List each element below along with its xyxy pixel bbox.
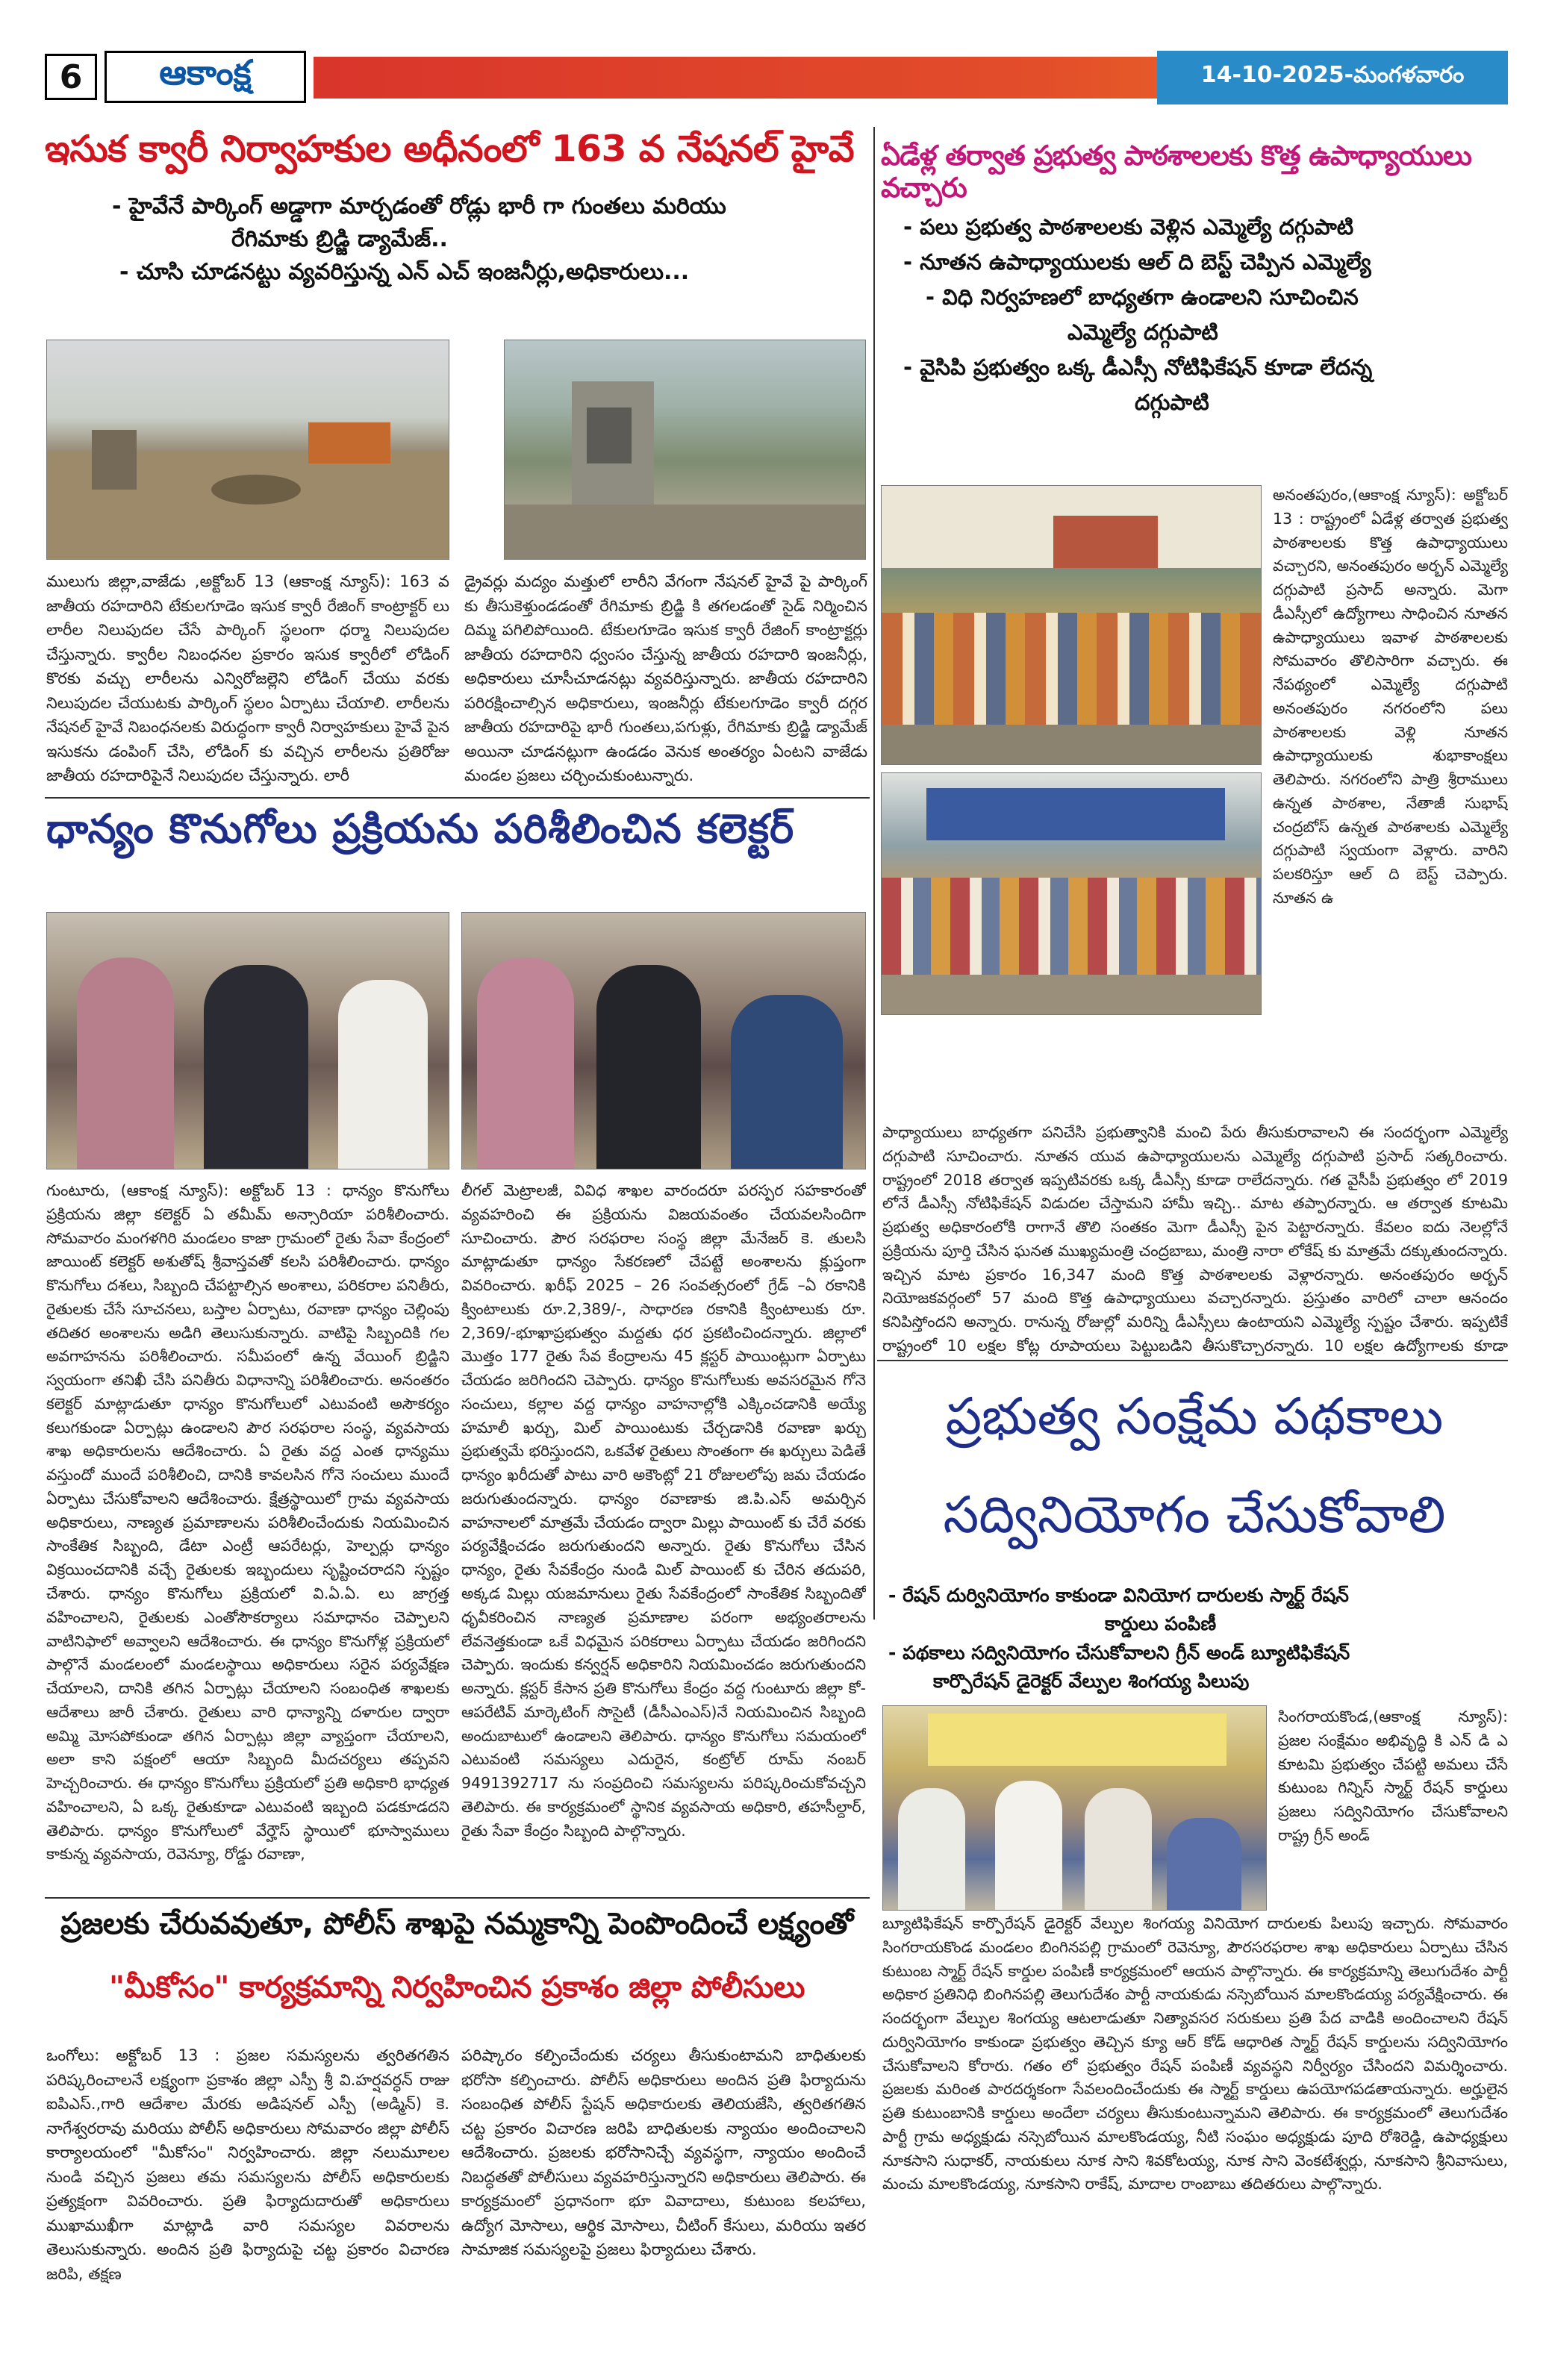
sand-headline: ఇసుక క్వారీ నిర్వాహకుల అధీనంలో 163 వ నేషనల్ హైవే <box>45 128 855 170</box>
teachers-body-full: పాధ్యాయులు బాధ్యతగా పనిచేసి ప్రభుత్వానికి మంచి పేరు తీసుకురావాలని ఈ సందర్భంగా ఎమ్మెల్యే దగ్గుపాటి సూచించారు. నూతన యువ ఉపాధ్యాయులను ఎమ్మెల్యే దగ్గుపాటి ప్రసాద్ సత్కరించారు. రాష్ట్రంలో 2018 తర్వాత ఇప్పటివరకు ఒక్క డీఎస్సీ కూడా రాలేదన్నారు. గత వైసీపీ ప్రభుత్వం లో 2019 లోనే డీఎస్సీ నోటిఫికేషన్ విడుదల చేస్తామని హామీ ఇచ్చి.. మాట తప్పారన్నారు. ఆ తర్వాత కూటమి ప్రభుత్వ అధికారంలోకి రాగానే తొలి సంతకం మెగా డీఎస్సీ పైన పెట్టారన్నారు. కేవలం ఐదు నెలల్లోనే ప్రక్రియను పూర్తి చేసిన ఘనత ముఖ్యమంత్రి చంద్రబాబు, మంత్రి నారా లోకేష్ కు మాత్రమే దక్కుతుందన్నారు. ఇచ్చిన మాట ప్రకారం 16,347 మంది కొత్త పాఠశాలలకు వెళ్లారన్నారు. అనంతపురం అర్బన్ నియోజకవర్గంలో 57 మంది కొత్త ఉపాధ్యాయులు వచ్చారన్నారు. ప్రస్తుతం వారిలో చాలా ఆనందం కనిపిస్తోందని అన్నారు. రానున్న రోజుల్లో మరిన్ని డీఎస్సీలు ఉంటాయని ఎమ్మెల్యే స్పష్టం చేశారు. ఇప్పటికే రాష్ట్రంలో 10 లక్షల కోట్ల రూపాయలు పెట్టుబడిని తీసుకొచ్చారన్నారు. 10 లక్షల ఉద్యోగాలకు కూడా <box>882 1123 1508 1355</box>
masthead <box>45 51 1508 103</box>
photo-school-group-2 <box>881 772 1262 1015</box>
welfare-subhead-1: - రేషన్ దుర్వినియోగం కాకుండా వినియోగ దారులకు స్మార్ట్ రేషన్ <box>888 1584 1349 1606</box>
photo-collector-inspection-1 <box>46 912 449 1169</box>
teachers-subhead-5: - వైసిపి ప్రభుత్వం ఒక్క డీఎస్సీ నోటిఫికేషన్ కూడా లేదన్న <box>903 354 1373 380</box>
police-body-right: పరిష్కారం కల్పించేందుకు చర్యలు తీసుకుంటామని బాధితులకు భరోసా కల్పించారు. పోలీస్ అధికారులు అందిన ప్రతి ఫిర్యాదును సంబంధిత పోలీస్ స్టేషన్ అధికారులకు తెలియజేసి, త్వరితగతిన చట్ట ప్రకారం విచారణ జరిపి బాధితులకు న్యాయం అందించాలని ఆదేశించారు. ప్రజలకు భరోసానిచ్చే వ్యవస్థగా, న్యాయం అందించే నిబద్ధతతో పోలీసులు వ్యవహరిస్తున్నారని అధికారులు తెలిపారు. ఈ కార్యక్రమంలో ప్రధానంగా భూ వివాదాలు, కుటుంబ కలహాలు, ఉద్యోగ మోసాలు, ఆర్థిక మోసాలు, చీటింగ్ కేసులు, మరియు ఇతర సామాజిక సమస్యలపై ప్రజలు ఫిర్యాదులు చేశారు. <box>461 2046 866 2259</box>
section-divider <box>877 1360 1508 1361</box>
teachers-headline: ఏడేళ్ల తర్వాత ప్రభుత్వ పాఠశాలలకు కొత్త ఉపాధ్యాయులు వచ్చారు <box>881 140 1471 204</box>
teachers-subheads <box>888 210 1508 421</box>
issue-date: 14-10-2025-మంగళవారం <box>1200 62 1465 88</box>
grain-body-left: గుంటూరు, (ఆకాంక్ష న్యూస్): అక్టోబర్ 13 : ధాన్యం కొనుగోలు ప్రక్రియను జిల్లా కలెక్టర్ ఏ తమీమ్ అన్సారియా పరిశీలించారు. సోమవారం మంగళగిరి మండలం కాజా గ్రామంలో రైతు సేవా కేంద్రంలో జాయింట్ కలెక్టర్ అశుతోష్ శ్రీవాస్తవతో కలసి పరిశీలించారు. ధాన్యం కొనుగోలు దశలు, సిబ్బంది చేపట్టాల్సిన అంశాలు, పరికరాల పనితీరు, రైతులకు చేసే సూచనలు, బస్తాల ఏర్పాటు, రవాణా ధాన్యం చెల్లింపు తదితర అంశాలను అడిగి తెలుసుకున్నారు. వాటిపై సిబ్బందికి గల అవగాహనను పరిశీలించారు. సమీపంలో ఉన్న వేయింగ్ బ్రిడ్జిని స్వయంగా తనిఖీ చేసి పనితీరు విధానాన్ని పరిశీలించారు. అనంతరం కలెక్టర్ మాట్లాడుతూ ధాన్యం కొనుగోలులో ఎటువంటి అసౌకర్యం కలుగకుండా ఏర్పాట్లు ఉండాలని పౌర సరఫరాల సంస్థ, వ్యవసాయ శాఖ అధికారులను ఆదేశించారు. ఏ రైతు వద్ద ఎంత ధాన్యము వస్తుందో ముందే పరిశీలించి, దానికి కావలసిన గోనె సంచులు ముందే ఏర్పాటు చేసుకోవాలని ఆదేశించారు. క్షేత్రస్థాయిలో గ్రామ వ్యవసాయ అధికారులు, నాణ్యత ప్రమాణాలను పరిశీలించేందుకు నియమించిన సాంకేతిక సిబ్బంది, డేటా ఎంట్రీ ఆపరేటర్లు, హెల్పర్లు ధాన్యం విక్రయించదానికి వచ్చే రైతులకు ఇబ్బందులు సృష్టించరాదని స్పష్టం చేశారు. ధాన్యం కొనుగోలు ప్రక్రియలో వి.ఏ.ఏ. లు జాగ్రత్త వహించాలని, రైతులకు ఎంతోసౌకర్యాలు సమాధానం చెప్పాలని వాటినిఫాలో అవ్వాలని ఆదేశించారు. ఈ ధాన్యం కొనుగోళ్ల ప్రక్రియలో పాల్గొనే మండలంలో మండలస్థాయి అధికారులు సరైన పర్యవేక్షణ చేయాలని, దానికి తగిన ఏర్పాట్లు చేయాలని సంబంధిత శాఖలకు ఆదేశాలు జారీ చేశారు. రైతులు వారి ధాన్యాన్ని దళారుల ద్వారా అమ్మి మోసపోకుండా తగిన ఏర్పాట్లు జిల్లా వ్యాప్తంగా చేయాలని, అలా కాని పక్షంలో ఆయా సిబ్బంది మీదచర్యలు తప్పవని హెచ్చరించారు. ఈ ధాన్యం కొనుగోలు ప్రక్రియలో ప్రతి అధికారి భాధ్యత వహించాలని, ఏ ఒక్క రైతుకూడా ఎటువంటి ఇబ్బంది పడకూడదని తెలిపారు. ధాన్యం కొనుగోలులో వేర్హౌస్ స్థాయిలో భూస్వాములు కాకున్న వ్యవసాయ, రెవెన్యూ, రోడ్డు రవాణా, <box>46 1181 449 1864</box>
newspaper-logo <box>105 51 306 103</box>
date-box <box>1157 51 1508 104</box>
sand-subhead-1: - హైవేనే పార్కింగ్ అడ్డాగా మార్చడంతో రోడ్లు భారీ గా గుంతలు మరియు <box>112 193 726 219</box>
welfare-subheads <box>888 1582 1508 1696</box>
section-divider <box>45 1897 870 1899</box>
grain-headline: ధాన్యం కొనుగోలు ప్రక్రియను పరిశీలించిన కలెక్టర్ <box>46 805 795 852</box>
teachers-body-side: అనంతపురం,(ఆకాంక్ష న్యూస్): అక్టోబర్ 13 : రాష్ట్రంలో ఏడేళ్ల తర్వాత ప్రభుత్వ పాఠశాలలకు కొత్త ఉపాధ్యాయులు వచ్చారని, అనంతపురం అర్బన్ ఎమ్మెల్యే దగ్గుపాటి ప్రసాద్ అన్నారు. మెగా డీఎస్సీలో ఉద్యోగాలు సాధించిన నూతన ఉపాధ్యాయులు ఇవాళ పాఠశాలలకు సోమవారం తొలిసారిగా వచ్చారు. ఈ నేపథ్యంలో ఎమ్మెల్యే దగ్గుపాటి అనంతపురం నగరంలోని పలు పాఠశాలలకు వెళ్లి నూతన ఉపాధ్యాయులకు శుభాకాంక్షలు తెలిపారు. నగరంలోని పాత్రి శ్రీరాములు ఉన్నత పాఠశాల, నేతాజీ సుభాష్ చంద్రబోస్ ఉన్నత పాఠశాలకు ఎమ్మెల్యే దగ్గుపాటి స్వయంగా వెళ్లారు. వారిని పలకరిస్తూ ఆల్ ది బెస్ట్ చెప్పారు. నూతన ఉ <box>1273 486 1508 908</box>
logo-text: ఆకాంక్ష <box>159 52 252 93</box>
sand-body-right: డ్రైవర్లు మద్యం మత్తులో లారీని వేగంగా నేషనల్ హైవే పై పార్కింగ్ కు తీసుకెళ్తుండడంతో రేగిమాకు బ్రిడ్జి కి తగలడంతో సైడ్ నిర్మించిన దిమ్మ పగిలిపోయింది. టేకులగూడెం ఇసుక క్వారీ రేజింగ్ కాంట్రాక్టర్లు జాతీయ రహదారిని ధ్వంసం చేస్తున్న జాతీయ రహదారి ఇంజనీర్లు, అధికారులు చూసీచూడనట్లు వ్యవరిస్తున్నారు. జాతీయ రహదారిని పరిరక్షించాల్సిన అధికారులు, ఇంజనీర్లు టేకులగూడెం క్వారీ దగ్గర జాతీయ రహదారిపై భారీ గుంతలు,పగుళ్లు, రేగిమాకు బ్రిడ్జి డ్యామేజ్ అయినా చూడనట్లుగా ఉండడం వెనుక అంతర్యం ఏంటని వాజేడు మండల ప్రజలు చర్చించుకుంటున్నారు. <box>464 572 867 785</box>
police-body-left: ఒంగోలు: అక్టోబర్ 13 : ప్రజల సమస్యలను త్వరితగతిన పరిష్కరించాలనే లక్ష్యంగా ప్రకాశం జిల్లా ఎస్పీ శ్రీ వి.హర్షవర్ధన్ రాజు ఐపిఎస్.,గారి ఆదేశాల మేరకు అడిషనల్ ఎస్పీ (అడ్మిన్) కె. నాగేశ్వరరావు మరియు పోలీస్ అధికారులు సోమవారం జిల్లా పోలీస్ కార్యాలయంలో "మీకోసం" నిర్వహించారు. జిల్లా నలుమూలల నుండి వచ్చిన ప్రజలు తమ సమస్యలను పోలీస్ అధికారులకు ప్రత్యక్షంగా వివరించారు. ప్రతి ఫిర్యాదుదారుతో అధికారులు ముఖాముఖీగా మాట్లాడి వారి సమస్యల వివరాలను తెలుసుకున్నారు. అందిన ప్రతి ఫిర్యాదుపై చట్ట ప్రకారం విచారణ జరిపి, తక్షణ <box>46 2046 449 2283</box>
sand-subhead-3: - చూసి చూడనట్టు వ్యవరిస్తున్న ఎన్ ఎచ్ ఇంజనీర్లు,అధికారులు... <box>119 259 690 285</box>
welfare-headline-1: ప్రభుత్వ సంక్షేమ పథకాలు <box>945 1387 1444 1446</box>
sand-subheads <box>112 191 858 290</box>
welfare-subhead-3: - పథకాలు సద్వినియోగం చేసుకోవాలని గ్రీన్ అండ్ బ్యూటిఫికేషన్ <box>888 1641 1350 1664</box>
sand-body-left: ములుగు జిల్లా,వాజేడు ,అక్టోబర్ 13 (ఆకాంక్ష న్యూస్): 163 వ జాతీయ రహదారిని టేకులగూడెం ఇసుక క్వారీ రేజింగ్ కాంట్రాక్టర్ లు లారీల నిలుపుదల చేసే పార్కింగ్ స్థలంగా ధర్మా నిలుపుదల చేస్తున్నారు. క్వారీల నిబంధనల ప్రకారం ఇసుక క్వారీలో లోడింగ్ కొరకు వచ్చు లారీలను ఎన్విరోజల్లెని లోడింగ్ చేయు వరకు నిలుపుదల చేయుటకు పార్కింగ్ స్థలం ఏర్పాటు చేయాలి. లారీలను నేషనల్ హైవే నిబంధనలకు విరుద్ధంగా క్వారీ నిర్వాహకులు హైవే పైన ఇసుకను డంపింగ్ చేసి, లోడింగ్ కు వచ్చిన లారీలను ప్రతిరోజు జాతీయ రహదారిపైనే నిలుపుదల చేస్తున్నారు. లారీ <box>46 572 449 785</box>
welfare-body-full: బ్యూటిఫికేషన్ కార్పొరేషన్ డైరెక్టర్ వేల్పుల శింగయ్య వినియోగ దారులకు పిలుపు ఇచ్చారు. సోమవారం సింగరాయకొండ మండలం బింగినపల్లి గ్రామంలో రెవెన్యూ, పౌరసరఫరాల శాఖ అధికారులు ఏర్పాటు చేసిన కుటుంబ స్మార్ట్ రేషన్ కార్డుల పంపిణీ కార్యక్రమంలో ఆయన పాల్గొన్నారు. ఈ కార్యక్రమాన్ని తెలుగుదేశం పార్టీ అధికార ప్రతినిధి బింగినపల్లి తెలుగుదేశం పార్టీ నాయకుడు నస్సెబోయిన మాలకొండయ్య పర్యవేక్షించారు. ఈ సందర్భంగా వేల్పుల శింగయ్య ఆటలాడుతూ నిత్యావసర సరుకులు ప్రతి పేద వాడికి అందించాలని రేషన్ దుర్వినియోగం కాకుండా ప్రభుత్వం తెచ్చిన క్యూ ఆర్ కోడ్ ఆధారిత స్మార్ట్ రేషన్ కార్డులను సద్వినియోగం చేసుకోవాలని కోరారు. గతం లో ప్రభుత్వం రేషన్ పంపిణీ వ్యవస్థని నిర్వీర్యం చేసిందని విమర్శించారు. ప్రజలకు మరింత పారదర్శకంగా సేవలందించేందుకు ఈ స్మార్ట్ కార్డులు ఉపయోగపడతాయన్నారు. అర్హులైన ప్రతి కుటుంబానికి కార్డులు అందేలా చర్యలు తీసుకుంటున్నామని తెలిపారు. ఈ కార్యక్రమంలో తెలుగుదేశం పార్టీ గ్రామ అధ్యక్షుడు నస్సెబోయిన మాలకొండయ్య, నీటి సంఘం అధ్యక్షుడు పూది రోశిరెడ్డి, ఉపాధ్యక్షులు నూకసాని సుధాకర్, నాయకులు నూక సాని శివకోటయ్య, నూక సాని వెంకటేశ్వర్లు, నూకసాని శ్రీనివాసులు, మంచు మాలకొండయ్య, నూకసాని రాకేష్, మాదాల రాంబాబు తదితరులు పాల్గొన్నారు. <box>882 1914 1508 2193</box>
photo-broken-bridge-pillar <box>504 340 866 560</box>
section-divider <box>45 797 870 799</box>
photo-school-group-1 <box>881 485 1262 765</box>
welfare-headline-2: సద్వినియోగం చేసుకోవాలి <box>943 1486 1446 1545</box>
teachers-subhead-2: - నూతన ఉపాధ్యాయులకు ఆల్ ది బెస్ట్ చెప్పిన ఎమ్మెల్యే <box>903 249 1371 275</box>
sand-subhead-2: రేగిమాకు బ్రిడ్జి డ్యామేజ్.. <box>231 226 448 252</box>
photo-ration-card-distribution <box>882 1705 1267 1911</box>
welfare-subhead-4: కార్పొరేషన్ డైరెక్టర్ వేల్పుల శింగయ్య పిలుపు <box>933 1670 1250 1692</box>
teachers-subhead-6: దగ్గుపాటి <box>1135 389 1209 415</box>
page-number: 6 <box>45 54 97 100</box>
police-headline-2: "మీకోసం" కార్యక్రమాన్ని నిర్వహించిన ప్రకాశం జిల్లా పోలీసులు <box>109 1970 805 2005</box>
teachers-subhead-4: ఎమ్మెల్యే దగ్గుపాటి <box>1067 319 1218 345</box>
teachers-subhead-3: - విధి నిర్వహణలో బాధ్యతగా ఉండాలని సూచించిన <box>926 284 1359 310</box>
welfare-body-side: సింగరాయకొండ,(ఆకాంక్ష న్యూస్): ప్రజల సంక్షేమం అభివృద్ధి కి ఎన్ డి ఎ కూటమి ప్రభుత్వం చేపట్టి అమలు చేసే కుటుంబ గిన్నిస్ స్మార్ట్ రేషన్ కార్డులు ప్రజలు సద్వినియోగం చేసుకోవాలని రాష్ట్ర గ్రీన్ అండ్ <box>1278 1708 1508 1844</box>
welfare-subhead-2: కార్డులు పంపిణీ <box>1105 1613 1217 1635</box>
photo-damaged-road <box>46 340 449 560</box>
photo-collector-inspection-2 <box>461 912 866 1169</box>
column-divider <box>873 127 875 1620</box>
police-headline-1: ప్రజలకు చేరువవుతూ, పోలీస్ శాఖపై నమ్మకాన్ని పెంపొందించే లక్ష్యంతో <box>60 1907 853 1941</box>
grain-body-right: లీగల్ మెట్రాలజీ, వివిధ శాఖల వారందరూ పరస్పర సహకారంతో వ్యవహరించి ఈ ప్రక్రియను విజయవంతం చేయవలసిందిగా సూచించారు. పౌర సరఫరాల సంస్థ జిల్లా మేనేజర్ కె. తులసి మాట్లాడుతూ ధాన్యం సేకరణలో చేపట్టే అంశాలను క్లుప్తంగా వివరించారు. ఖరీఫ్ 2025 – 26 సంవత్సరంలో గ్రేడ్ –ఏ రకానికి క్వింటాలుకు రూ.2,389/-, సాధారణ రకానికి క్వింటాలుకు రూ. 2,369/-భూఖాప్రభుత్వం మద్దతు ధర ప్రకటించిందన్నారు. జిల్లాలో మొత్తం 177 రైతు సేవ కేంద్రాలను 45 క్లస్టర్ పాయింట్లుగా ఏర్పాటు చేయడం జరిగిందని చెప్పారు. ధాన్యం కొనుగోలుకు అవసరమైన గోనె సంచులు, కల్లాల వద్ద ధాన్యం వాహనాల్లోకి ఎక్కించడానికి అయ్యే హమాలీ ఖర్చు, మిల్ పాయింటుకు చేర్చడానికి రవాణా ఖర్చు ప్రభుత్వమే భరిస్తుందని, ఒకవేళ రైతులు సొంతంగా ఈ ఖర్చులు పెడితే ధాన్యం ఖరీదుతో పాటు వారి అకౌంట్లో 21 రోజులలోపు జమ చేయడం జరుగుతుందన్నారు. ధాన్యం రవాణాకు జి.పి.ఎస్ అమర్చిన వాహనాలలో మాత్రమే చేయడం ద్వారా మిల్లు పాయింట్ కు చేరే వరకు పర్యవేక్షించడం జరుగుతుందని అన్నారు. రైతు కొనుగోలు చేసిన ధాన్యం, రైతు సేవకేంద్రం నుండి మిల్ పాయింట్ కు చేరిన తదుపరి, అక్కడ మిల్లు యజమానులు రైతు సేవకేంద్రంలో సాంకేతిక సిబ్బందితో ధృవీకరించిన నాణ్యత ప్రమాణాల పరంగా అభ్యంతరాలను లేవనెత్తకుండా ఒకే విధమైన పరికరాలు ఏర్పాటు చేయడం జరిగిందని చెప్పారు. ఇందుకు కన్వర్షన్ అధికారిని నియమించడం జరుగుతుందని అన్నారు. క్లస్టర్ కేసాన ప్రతి కొనుగోలు కేంద్రం వద్ద గుంటూరు జిల్లా కో-ఆపరేటివ్ మార్కెటింగ్ సొసైటీ (డీసీఎంఎస్)నే నియమించిన సిబ్బంది అందుబాటులో ఉండాలని తెలిపారు. ధాన్యం కొనుగోలు సమయంలో ఎటువంటి సమస్యలు ఎదురైన, కంట్రోల్ రూమ్ నంబర్ 9491392717 ను సంప్రదించి సమస్యలను పరిష్కరించుకోవచ్చని తెలిపారు. ఈ కార్యక్రమంలో స్థానిక వ్యవసాయ అధికారి, తహసీల్దార్, రైతు సేవా కేంద్రం సిబ్బంది పాల్గొన్నారు. <box>461 1181 866 1840</box>
teachers-subhead-1: - పలు ప్రభుత్వ పాఠశాలలకు వెళ్లిన ఎమ్మెల్యే దగ్గుపాటి <box>903 214 1354 240</box>
